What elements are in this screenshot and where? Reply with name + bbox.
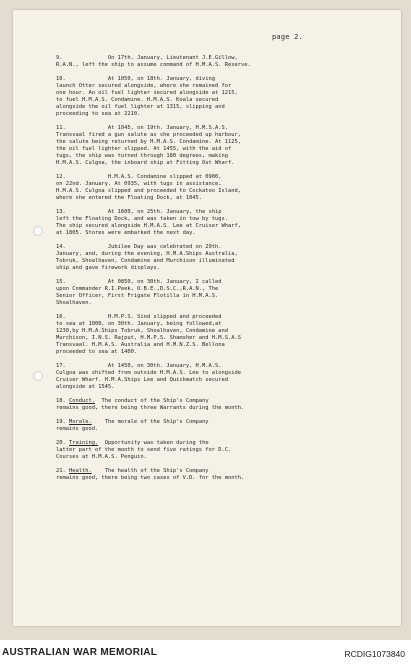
paragraph-line: [56, 468, 348, 475]
paragraph-line: the oil fuel lighter slipped. At 1455, with the aid of: [56, 146, 232, 152]
paragraph-12: [56, 174, 348, 202]
paragraph-line: to fuel H.M.A.S. Condamine. H.M.A.S. Koala secured: [56, 97, 219, 103]
paragraph-11: [56, 125, 348, 167]
paragraph-13: [56, 209, 348, 237]
paragraph-line: [56, 419, 348, 426]
paragraph-line: 9. On 17th. January, Lieutenant J.E.Gillow,: [56, 55, 238, 61]
institution-label: AUSTRALIAN WAR MEMORIAL: [2, 647, 158, 658]
paragraph-text: The health of the Ship's Company: [91, 468, 209, 474]
paragraph-line: Transvaal fired a gun salute as she proceeded up harbour,: [56, 132, 241, 138]
paragraph-line: 11. At 1045, on 19th. January, H.M.S.A.S.: [56, 125, 229, 131]
punch-hole: [33, 371, 43, 381]
paragraph-line: Murchison, I.N.S. Rajput, H.M.P.S. Shamsher and H.M.S.A.S: [56, 335, 241, 341]
paragraph-line: remains good, there being two cases of V.D. for the month.: [56, 475, 245, 481]
paragraph-line: 17. At 1450, on 30th. January, H.M.A.S.: [56, 363, 222, 369]
paragraph-line: Senior Officer, First Frigate Flotilla in H.M.A.S.: [56, 293, 219, 299]
paragraph-text: The conduct of the Ship's Company: [94, 398, 209, 404]
paragraph-line: 15. At 0850, on 30th. January, I called: [56, 279, 222, 285]
paragraph-line: to sea at 1000, on 30th. January, being followed,at: [56, 321, 222, 327]
paragraph-line: 13. At 1600, on 25th. January, the ship: [56, 209, 222, 215]
paragraph-line: alongside at 1545.: [56, 384, 115, 390]
paragraph-line: remains good, there being three Warrants during the month.: [56, 405, 245, 411]
paragraph-line: ship and gave firework displays.: [56, 265, 160, 271]
paragraph-line: Tobruk, Shoalhaven, Condamine and Murchison illuminated: [56, 258, 235, 264]
paragraph-line: latter part of the month to send five ratings for D.C.: [56, 447, 232, 453]
paragraph-text: Opportunity was taken during the: [98, 440, 209, 446]
paragraph-line: Shoalhaven.: [56, 300, 92, 306]
paragraph-line: left the Floating Dock, and was taken in tow by tugs.: [56, 216, 229, 222]
paragraph-9: [56, 55, 348, 69]
paragraph-20: [56, 440, 348, 461]
paragraph-line: Transvaal. H.M.A.S. Australia and H.M.N.Z.S. Bellona: [56, 342, 225, 348]
paragraph-text: The morale of the Ship's Company: [91, 419, 209, 425]
paragraph-line: the salute being returned by H.M.A.S. Condamine. At 1125,: [56, 139, 241, 145]
paragraph-line: Culgoa was shifted from outside H.M.A.S. Lee to alongside: [56, 370, 241, 376]
paragraph-number: 18.: [56, 398, 66, 404]
paragraph-heading: Morale.: [69, 419, 92, 425]
paragraph-heading: Training.: [69, 440, 99, 446]
paragraph-line: H.M.A.S. Culgoa, the inboard ship at Fitting Out Wharf.: [56, 160, 235, 166]
paragraph-heading: Health.: [69, 468, 92, 474]
paragraph-21: [56, 468, 348, 482]
paragraph-15: [56, 279, 348, 307]
paragraph-line: proceeded to sea at 1400.: [56, 349, 138, 355]
paragraph-line: tugs, the ship was turned through 180 degrees, making: [56, 153, 229, 159]
paragraph-line: Courses at H.M.A.S. Penguin.: [56, 454, 147, 460]
paragraph-line: 1230,by H.M.A.Ships Tobruk, Shoalhaven, Condamine and: [56, 328, 229, 334]
paragraph-line: The ship secured alongside H.M.A.S. Lee at Cruiser Wharf,: [56, 223, 241, 229]
record-id: RCDIG1073840: [344, 649, 405, 659]
paragraph-line: 16. H.M.P.S. Sind slipped and proceeded: [56, 314, 222, 320]
page-number: page 2.: [272, 33, 303, 41]
paragraph-line: 10. At 1050, on 18th. January, diving: [56, 76, 216, 82]
paragraph-number: 21.: [56, 468, 66, 474]
paragraph-line: 12. H.M.A.S. Condamine slipped at 0900,: [56, 174, 222, 180]
paragraph-line: at 1805. Stores were embarked the next day.: [56, 230, 196, 236]
paragraph-line: alongside the oil fuel lighter at 1315, slipping and: [56, 104, 225, 110]
paragraph-line: launch Otter secured alongside, where she remained for: [56, 83, 232, 89]
paragraph-line: remains good.: [56, 426, 99, 432]
paragraph-line: upon Commander R.I.Peek, O.B.E.,D.S.C.,R.A.N., The: [56, 286, 219, 292]
paragraph-line: 14. Jubilee Day was celebrated on 29th.: [56, 244, 222, 250]
paragraph-line: R.A.N., left the ship to assume command of H.M.A.S. Reserve.: [56, 62, 251, 68]
paragraph-line: one hour. An oil fuel lighter secured alongside at 1215,: [56, 90, 238, 96]
footer-bar: [0, 640, 411, 666]
paragraph-number: 19.: [56, 419, 66, 425]
paragraph-10: [56, 76, 348, 118]
paragraph-heading: Conduct.: [69, 398, 95, 404]
paragraph-17: [56, 363, 348, 391]
paragraph-line: H.M.A.S. Culgoa slipped and proceeded to Cockatoo Island,: [56, 188, 241, 194]
paragraph-18: [56, 398, 348, 412]
paragraph-line: proceeding to sea at 2210.: [56, 111, 141, 117]
paragraph-line: where she entered the Floating Dock, at 1045.: [56, 195, 203, 201]
paragraph-line: [56, 398, 348, 405]
paragraph-line: [56, 440, 348, 447]
punch-hole: [33, 226, 43, 236]
document-body: [56, 55, 348, 489]
paragraph-line: on 22nd. January. At 0935, with tugs in assistance,: [56, 181, 222, 187]
paragraph-line: January, and, during the evening, H.M.A.Ships Australia,: [56, 251, 238, 257]
paragraph-19: [56, 419, 348, 433]
paragraph-line: Cruiser Wharf. H.M.A.Ships Lee and Quickmatch secured: [56, 377, 229, 383]
paragraph-16: [56, 314, 348, 356]
paragraph-14: [56, 244, 348, 272]
paragraph-number: 20.: [56, 440, 66, 446]
